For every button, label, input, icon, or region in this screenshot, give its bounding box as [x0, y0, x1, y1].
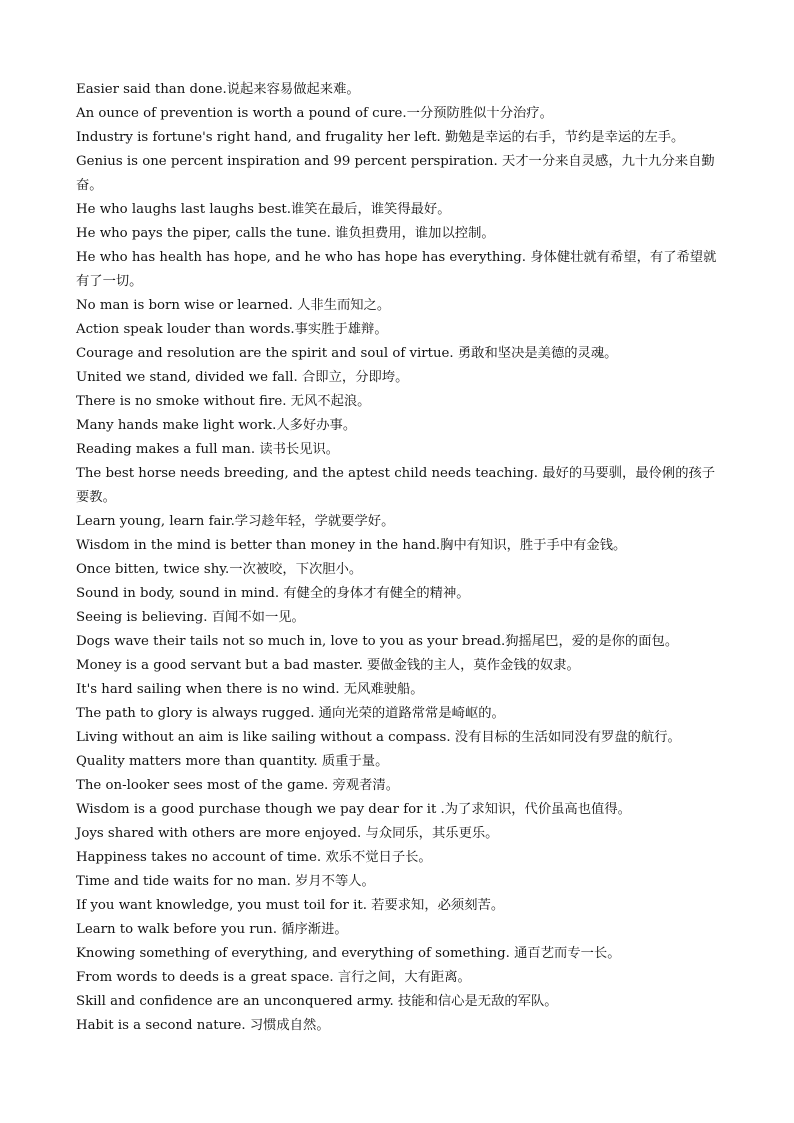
proverb-line: Sound in body, sound in mind. 有健全的身体才有健全的精神。	[76, 586, 470, 601]
proverb-line: It's hard sailing when there is no wind. 无风难驶船。	[76, 682, 424, 697]
proverb-line: United we stand, divided we fall. 合即立，分即垮。	[76, 370, 409, 385]
proverb-line: Learn young, learn fair.学习趁年轻，学就要学好。	[76, 514, 395, 529]
proverb-line: An ounce of prevention is worth a pound of cure.一分预防胜似十分治疗。	[76, 106, 553, 121]
proverb-line: From words to deeds is a great space. 言行之间，大有距离。	[76, 970, 471, 985]
proverb-line: No man is born wise or learned. 人非生而知之。	[76, 298, 391, 313]
proverb-line: Knowing something of everything, and everything of something. 通百艺而专一长。	[76, 946, 621, 961]
proverb-line: Seeing is believing. 百闻不如一见。	[76, 610, 305, 625]
proverb-line: There is no smoke without fire. 无风不起浪。	[76, 394, 371, 409]
proverb-line: The on-looker sees most of the game. 旁观者清。	[76, 778, 399, 793]
proverb-line: Joys shared with others are more enjoyed. 与众同乐，其乐更乐。	[76, 826, 499, 841]
proverb-line: Wisdom in the mind is better than money in the hand.胸中有知识，胜于手中有金钱。	[76, 538, 627, 553]
proverb-line: Reading makes a full man. 读书长见识。	[76, 442, 340, 457]
proverb-list	[76, 78, 726, 1038]
proverb-line: Happiness takes no account of time. 欢乐不觉日子长。	[76, 850, 432, 865]
proverb-line: Many hands make light work.人多好办事。	[76, 418, 357, 433]
proverb-line: Industry is fortune's right hand, and frugality her left. 勤勉是幸运的右手，节约是幸运的左手。	[76, 130, 685, 145]
proverb-line: Skill and confidence are an unconquered army. 技能和信心是无敌的军队。	[76, 994, 558, 1009]
proverb-line: If you want knowledge, you must toil for it. 若要求知，必须刻苦。	[76, 898, 505, 913]
proverb-line: Action speak louder than words.事实胜于雄辩。	[76, 322, 388, 337]
proverb-line: He who pays the piper, calls the tune. 谁负担费用，谁加以控制。	[76, 226, 495, 241]
proverb-line: Easier said than done.说起来容易做起来难。	[76, 82, 360, 97]
proverb-line: Habit is a second nature. 习惯成自然。	[76, 1018, 330, 1033]
proverb-line: Wisdom is a good purchase though we pay dear for it .为了求知识，代价虽高也值得。	[76, 802, 631, 817]
proverb-line: Quality matters more than quantity. 质重于量。	[76, 754, 389, 769]
proverb-line: Time and tide waits for no man. 岁月不等人。	[76, 874, 375, 889]
proverb-line: Learn to walk before you run. 循序渐进。	[76, 922, 348, 937]
proverb-line: Genius is one percent inspiration and 99 percent perspiration. 天才一分来自灵感，九十九分来自勤奋。	[76, 154, 715, 193]
proverb-line: Living without an aim is like sailing without a compass. 没有目标的生活如同没有罗盘的航行。	[76, 730, 681, 745]
proverb-line: Courage and resolution are the spirit and soul of virtue. 勇敢和坚决是美德的灵魂。	[76, 346, 618, 361]
proverb-line: Dogs wave their tails not so much in, love to you as your bread.狗摇尾巴，爱的是你的面包。	[76, 634, 679, 649]
proverb-line: He who laughs last laughs best.谁笑在最后，谁笑得最好。	[76, 202, 451, 217]
proverb-line: Once bitten, twice shy.一次被咬，下次胆小。	[76, 562, 363, 577]
proverb-line: He who has health has hope, and he who has hope has everything. 身体健壮就有希望，有了希望就有了一切。	[76, 250, 717, 289]
proverb-line: The path to glory is always rugged. 通向光荣的道路常常是崎岖的。	[76, 706, 505, 721]
proverb-line: The best horse needs breeding, and the aptest child needs teaching. 最好的马要驯，最伶俐的孩子要教。	[76, 466, 716, 505]
proverb-line: Money is a good servant but a bad master. 要做金钱的主人，莫作金钱的奴隶。	[76, 658, 580, 673]
